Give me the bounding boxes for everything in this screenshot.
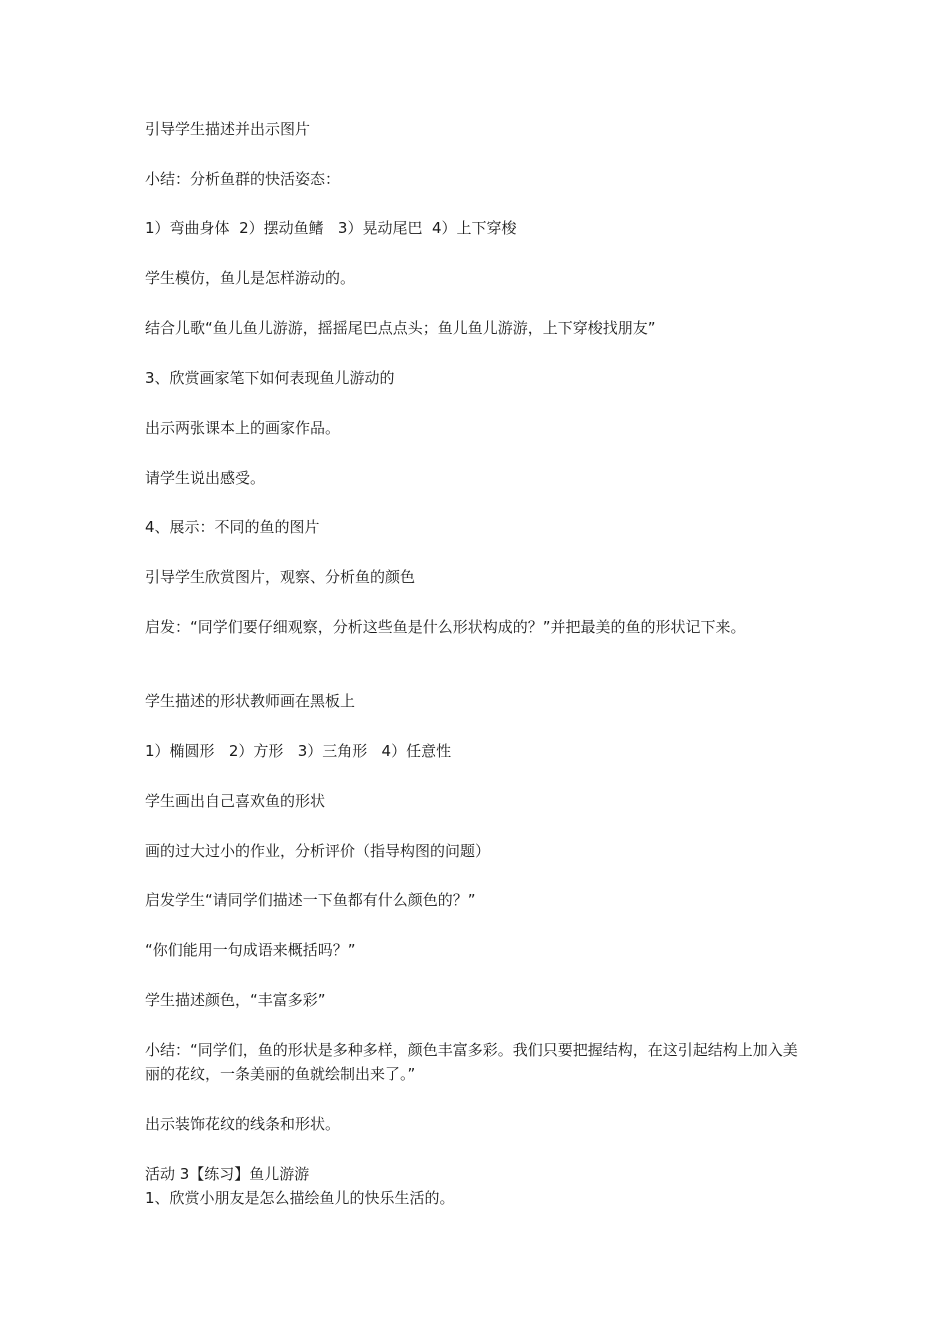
paragraph: 1、欣赏小朋友是怎么描绘鱼儿的快乐生活的。	[145, 1189, 455, 1207]
section-heading: 活动 3【练习】鱼儿游游	[145, 1165, 310, 1183]
paragraph: 1）弯曲身体 2）摆动鱼鳍 3）晃动尾巴 4）上下穿梭	[145, 219, 517, 237]
paragraph: 3、欣赏画家笔下如何表现鱼儿游动的	[145, 369, 395, 387]
paragraph: 出示两张课本上的画家作品。	[145, 419, 341, 437]
paragraph: 小结：分析鱼群的快活姿态：	[145, 170, 341, 188]
paragraph: 学生模仿，鱼儿是怎样游动的。	[145, 269, 356, 287]
paragraph: “你们能用一句成语来概括吗？”	[145, 941, 356, 959]
paragraph: 1）椭圆形 2）方形 3）三角形 4）任意性	[145, 742, 452, 760]
paragraph: 4、展示：不同的鱼的图片	[145, 518, 320, 536]
paragraph: 出示装饰花纹的线条和形状。	[145, 1115, 341, 1133]
paragraph: 学生画出自己喜欢鱼的形状	[145, 792, 326, 810]
paragraph: 学生描述的形状教师画在黑板上	[145, 692, 356, 710]
paragraph: 引导学生描述并出示图片	[145, 120, 311, 138]
paragraph: 引导学生欣赏图片，观察、分析鱼的颜色	[145, 568, 416, 586]
paragraph: 画的过大过小的作业，分析评价（指导构图的问题）	[145, 842, 491, 860]
paragraph: 小结：“同学们，鱼的形状是多种多样，颜色丰富多彩。我们只要把握结构，在这引起结构上加入美丽的花纹，一条美丽的鱼就绘制出来了。”	[145, 1041, 798, 1083]
paragraph: 启发：“同学们要仔细观察，分析这些鱼是什么形状构成的？”并把最美的鱼的形状记下来。	[145, 618, 746, 636]
paragraph: 启发学生“请同学们描述一下鱼都有什么颜色的？”	[145, 891, 476, 909]
paragraph: 学生描述颜色，“丰富多彩”	[145, 991, 326, 1009]
paragraph: 结合儿歌“鱼儿鱼儿游游，摇摇尾巴点点头；鱼儿鱼儿游游，上下穿梭找朋友”	[145, 319, 656, 337]
paragraph: 请学生说出感受。	[145, 469, 266, 487]
